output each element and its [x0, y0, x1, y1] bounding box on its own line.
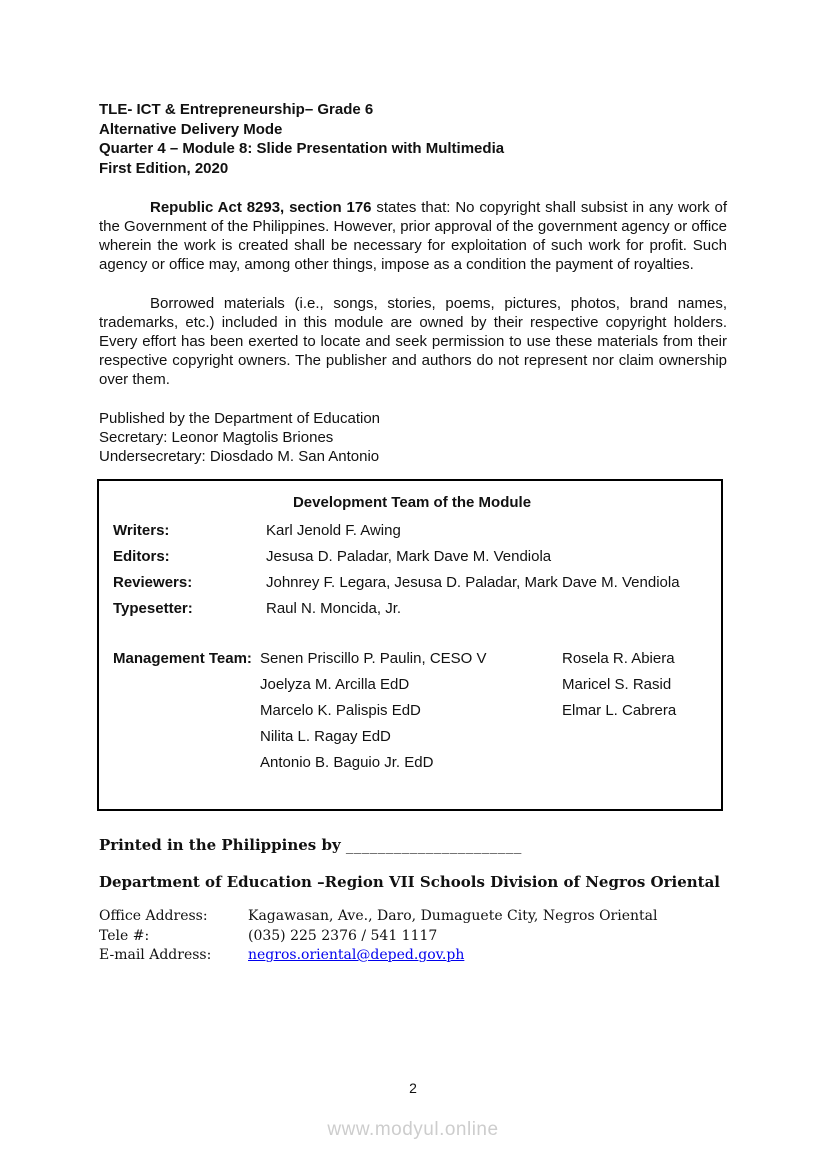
reviewers-label: Reviewers:: [113, 574, 193, 591]
management-member: Marcelo K. Palispis EdD: [260, 702, 421, 719]
borrowed-materials-paragraph: Borrowed materials (i.e., songs, stories, poems, pictures, photos, brand names, trademarks, etc.) included in this module are owned by their respective copyright holders. Every effort has been exerted to locate and seek permission to use these materials from their respective copyright owners. The publisher and authors do not represent nor claim ownership over them.: [99, 295, 727, 388]
telephone-label: Tele #:: [99, 927, 150, 944]
editors-value: Jesusa D. Paladar, Mark Dave M. Vendiola: [266, 548, 552, 565]
office-address-row: [99, 907, 727, 927]
secretary-line: Secretary: Leonor Magtolis Briones: [99, 429, 334, 446]
management-member: Antonio B. Baguio Jr. EdD: [260, 754, 434, 771]
telephone-row: [99, 927, 727, 947]
telephone-value: (035) 225 2376 / 541 1117: [248, 927, 438, 944]
editors-label: Editors:: [113, 548, 170, 565]
module-title-line: Alternative Delivery Mode: [99, 120, 283, 138]
contact-block: [99, 907, 727, 966]
management-member: Maricel S. Rasid: [562, 676, 672, 693]
development-team-box: [97, 479, 723, 811]
management-member: Senen Priscillo P. Paulin, CESO V: [260, 650, 487, 667]
printed-section: [99, 835, 727, 966]
management-team-section: [113, 649, 711, 779]
publisher-block: [99, 409, 727, 466]
republic-act-bold: Republic Act 8293, section 176: [150, 199, 372, 216]
email-label: E-mail Address:: [99, 947, 212, 963]
office-address-label: Office Address:: [99, 908, 208, 924]
copyright-paragraph-text: states that: No copyright shall subsist in any work of the Government of the Philippines. However, prior approval of the government agency or office wherein the work is created shall be necessary for exploitation of such work for profit. Such agency or office may, among other things, impose as a condition the payment of royalties.: [99, 199, 728, 273]
typesetter-label: Typesetter:: [113, 600, 193, 617]
email-link[interactable]: negros.oriental@deped.gov.ph: [248, 947, 465, 963]
reviewers-value: Johnrey F. Legara, Jesusa D. Paladar, Mark Dave M. Vendiola: [266, 574, 680, 591]
typesetter-row: [113, 599, 711, 618]
module-title-block: [99, 100, 727, 178]
editors-row: [113, 547, 711, 566]
writers-row: [113, 521, 711, 540]
writers-value: Karl Jenold F. Awing: [266, 522, 401, 539]
copyright-paragraph: [99, 198, 727, 274]
undersecretary-line: Undersecretary: Diosdado M. San Antonio: [99, 448, 380, 465]
development-team-title: Development Team of the Module: [292, 494, 532, 511]
module-title-line: TLE- ICT & Entrepreneurship– Grade 6: [99, 101, 374, 118]
page-content: [99, 100, 727, 966]
blank-underscore-line: ______________________: [345, 836, 522, 854]
typesetter-value: Raul N. Moncida, Jr.: [266, 600, 402, 617]
division-title: Department of Education –Region VII Schools Division of Negros Oriental: [99, 873, 721, 891]
watermark-text: www.modyul.online: [327, 1119, 499, 1140]
management-member: Joelyza M. Arcilla EdD: [260, 676, 410, 693]
office-address-value: Kagawasan, Ave., Daro, Dumaguete City, Negros Oriental: [248, 908, 658, 924]
management-member: Elmar L. Cabrera: [562, 702, 677, 719]
writers-label: Writers:: [113, 522, 170, 539]
management-member: Rosela R. Abiera: [562, 650, 675, 667]
email-row: [99, 946, 727, 966]
management-member: Nilita L. Ragay EdD: [260, 728, 391, 745]
published-by-line: Published by the Department of Education: [99, 410, 381, 427]
printed-in-philippines-line: [99, 835, 727, 855]
module-title-line: First Edition, 2020: [99, 159, 229, 177]
printed-by-label: Printed in the Philippines by: [99, 836, 346, 854]
reviewers-row: [113, 573, 711, 592]
module-title-line: Quarter 4 – Module 8: Slide Presentation with Multimedia: [99, 140, 505, 157]
management-team-label: Management Team:: [113, 650, 252, 667]
page-number: 2: [409, 1080, 417, 1096]
